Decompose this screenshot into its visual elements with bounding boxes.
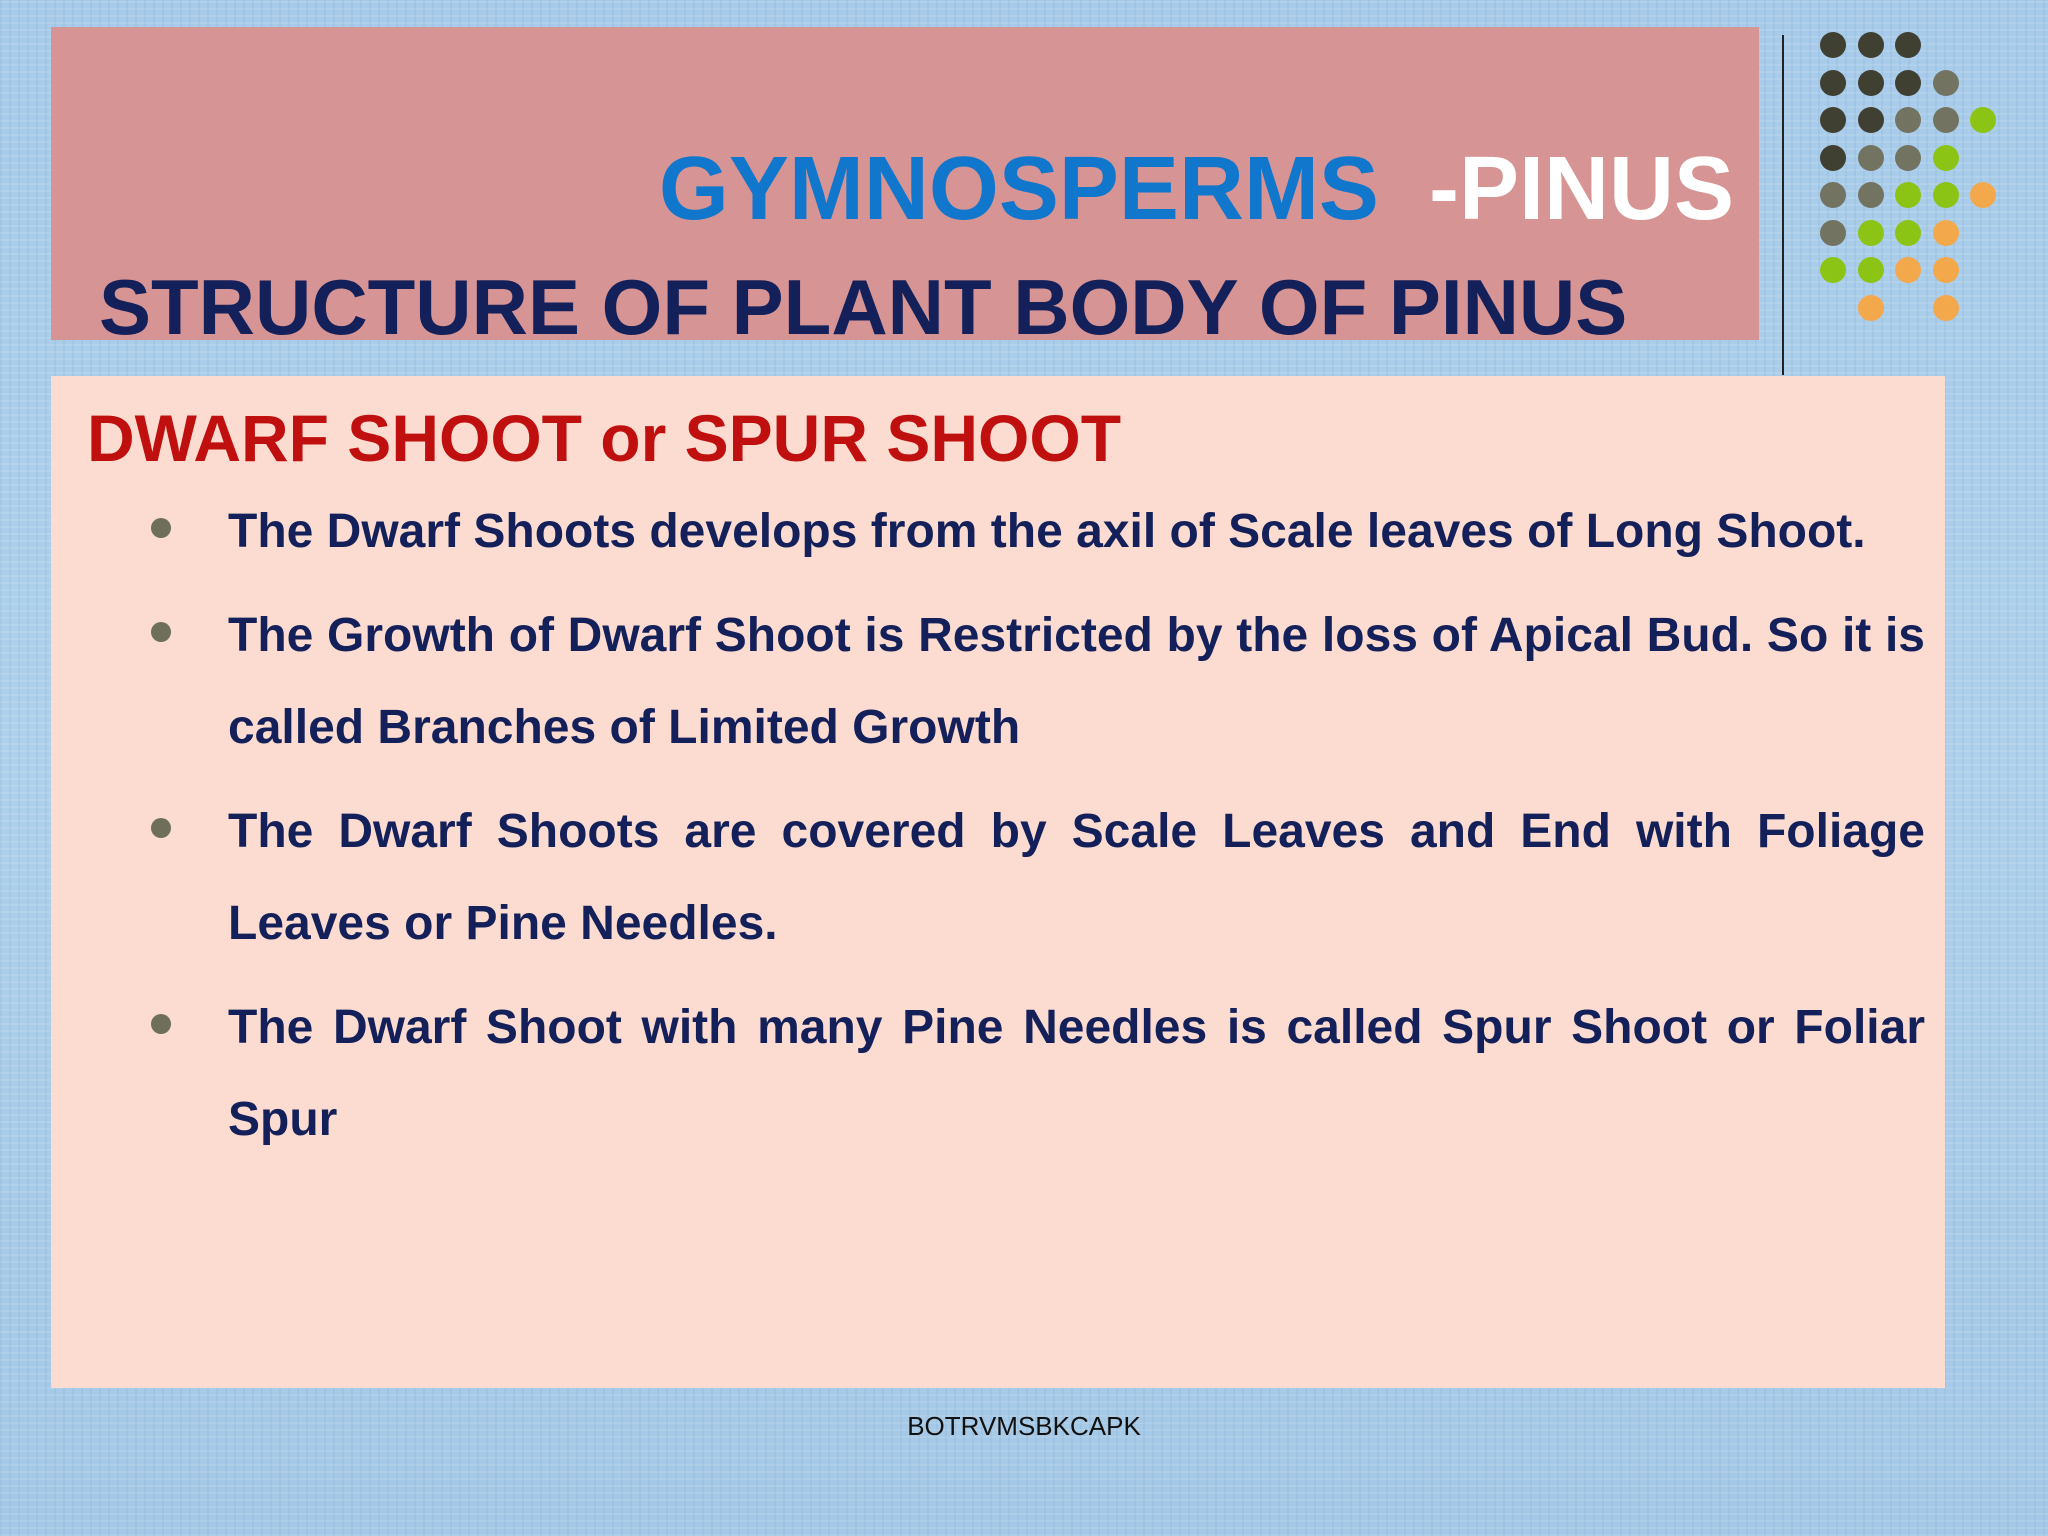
decorative-dot	[1858, 220, 1884, 246]
decorative-dot	[1858, 182, 1884, 208]
slide-subtitle: STRUCTURE OF PLANT BODY OF PINUS	[99, 263, 1628, 351]
bullet-text: The Dwarf Shoot with many Pine Needles is called Spur Shoot or Foliar Spur	[228, 1001, 1925, 1146]
decorative-dot	[1933, 257, 1959, 283]
decorative-dot	[1895, 107, 1921, 133]
bullet-dot-icon	[151, 622, 171, 642]
decorative-dot	[1820, 220, 1846, 246]
decorative-dot	[1820, 32, 1846, 58]
slide-title	[658, 139, 1734, 239]
decorative-dot-grid	[1820, 32, 2020, 332]
decorative-dot	[1895, 257, 1921, 283]
decorative-dot	[1858, 145, 1884, 171]
bullet-item	[51, 590, 1945, 774]
bullet-item	[51, 786, 1945, 970]
bullet-item	[51, 982, 1945, 1166]
bullet-dot-icon	[151, 818, 171, 838]
bullet-text: The Growth of Dwarf Shoot is Restricted by the loss of Apical Bud. So it is called Branches of Limited Growth	[228, 609, 1925, 754]
decorative-dot	[1933, 182, 1959, 208]
bullet-dot-icon	[151, 518, 171, 538]
title-box	[51, 27, 1759, 351]
bullet-list	[51, 486, 1945, 1178]
decorative-dot	[1858, 107, 1884, 133]
decorative-dot	[1858, 32, 1884, 58]
decorative-dot	[1820, 70, 1846, 96]
content-box	[51, 376, 1945, 1388]
decorative-dot	[1933, 145, 1959, 171]
bullet-item	[51, 486, 1945, 578]
decorative-dot	[1895, 32, 1921, 58]
decorative-dot	[1820, 145, 1846, 171]
decorative-dot	[1970, 182, 1996, 208]
decorative-dot	[1895, 182, 1921, 208]
decorative-dot	[1858, 295, 1884, 321]
decorative-dot	[1895, 70, 1921, 96]
title-gymnosperms: GYMNOSPERMS	[658, 139, 1379, 239]
decorative-dot	[1858, 70, 1884, 96]
decorative-dot	[1820, 107, 1846, 133]
footer-text: BOTRVMSBKCAPK	[907, 1411, 1141, 1441]
decorative-dot	[1933, 295, 1959, 321]
vertical-divider	[1782, 35, 1784, 375]
decorative-dot	[1820, 182, 1846, 208]
title-pinus: -PINUS	[1428, 139, 1734, 239]
bullet-text: The Dwarf Shoots develops from the axil of Scale leaves of Long Shoot.	[228, 505, 1866, 558]
bullet-dot-icon	[151, 1014, 171, 1034]
bullet-text: The Dwarf Shoots are covered by Scale Leaves and End with Foliage Leaves or Pine Needles.	[228, 805, 1925, 950]
decorative-dot	[1895, 220, 1921, 246]
decorative-dot	[1895, 145, 1921, 171]
decorative-dot	[1970, 107, 1996, 133]
decorative-dot	[1933, 220, 1959, 246]
decorative-dot	[1933, 70, 1959, 96]
decorative-dot	[1858, 257, 1884, 283]
decorative-dot	[1933, 107, 1959, 133]
decorative-dot	[1820, 257, 1846, 283]
section-heading: DWARF SHOOT or SPUR SHOOT	[87, 401, 1122, 475]
